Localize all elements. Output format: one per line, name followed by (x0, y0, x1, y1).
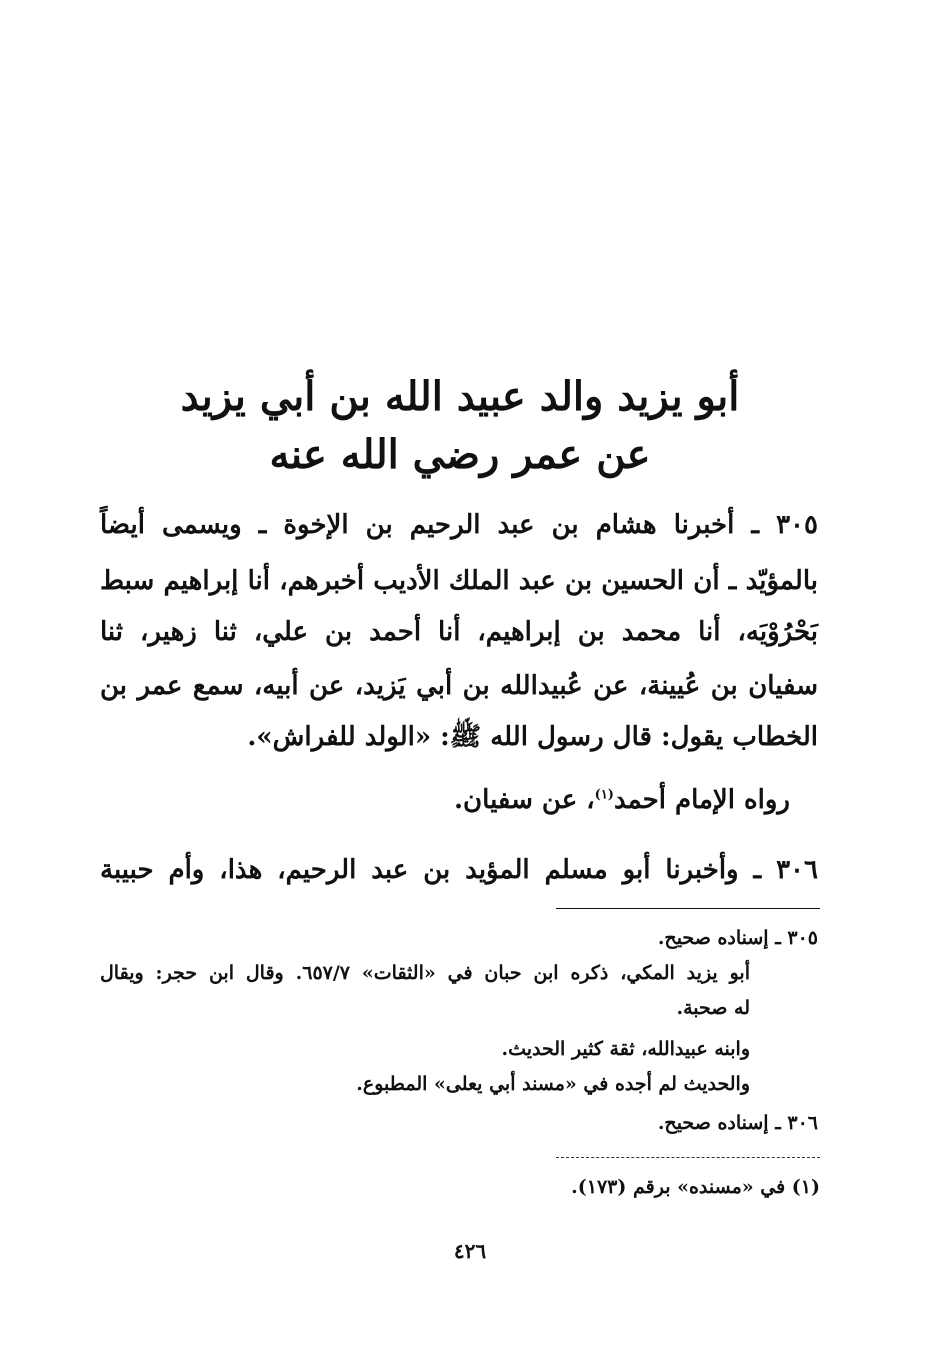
narration-text: رواه الإمام أحمد (613, 785, 790, 815)
note-305-line-3: وابنه عبيدالله، ثقة كثير الحديث. (501, 1038, 750, 1060)
hadith-305-line-2: بالمؤيّد ـ أن الحسين بن عبد الملك الأديب أخبرهم، أنا إبراهيم سبط (100, 566, 818, 596)
note-305-line-4: والحديث لم أجده في «مسند أبي يعلى» المطبوع. (356, 1073, 750, 1095)
page-number: ٤٢٦ (453, 1239, 487, 1263)
chapter-title-line-1: أبو يزيد والد عبيد الله بن أبي يزيد (180, 373, 740, 420)
hadith-305-line-5: الخطاب يقول: قال رسول الله ﷺ: «الولد للفراش». (247, 722, 818, 752)
note-306-heading: ٣٠٦ ـ إسناده صحيح. (657, 1112, 818, 1134)
notes-separator (556, 908, 820, 909)
note-305-heading: ٣٠٥ ـ إسناده صحيح. (657, 927, 818, 949)
footnote-separator (556, 1157, 820, 1158)
narration-text-end: ، عن سفيان. (454, 785, 595, 815)
chapter-title-line-2: عن عمر رضي الله عنه (269, 431, 651, 478)
footnote-1: (١) في «مسنده» برقم (١٧٣). (571, 1176, 820, 1198)
hadith-305-narration (300, 787, 790, 813)
hadith-306-line-1: ٣٠٦ ـ وأخبرنا أبو مسلم المؤيد بن عبد الرحيم، هذا، وأم حبيبة (100, 855, 818, 885)
footnote-marker[interactable]: (١) (594, 787, 614, 803)
hadith-305-line-3: بَحْرُوْيَه، أنا محمد بن إبراهيم، أنا أحمد بن علي، ثنا زهير، ثنا (100, 617, 818, 647)
note-305-line-2: له صحبة. (676, 997, 750, 1019)
hadith-305-line-4: سفيان بن عُيينة، عن عُبيدالله بن أبي يَزيد، عن أبيه، سمع عمر بن (100, 671, 818, 701)
hadith-305-line-1: ٣٠٥ ـ أخبرنا هشام بن عبد الرحيم بن الإخوة ـ ويسمى أيضاً (100, 510, 818, 540)
note-305-line-1: أبو يزيد المكي، ذكره ابن حبان في «الثقات» ٦٥٧/٧. وقال ابن حجر: ويقال (100, 962, 750, 984)
